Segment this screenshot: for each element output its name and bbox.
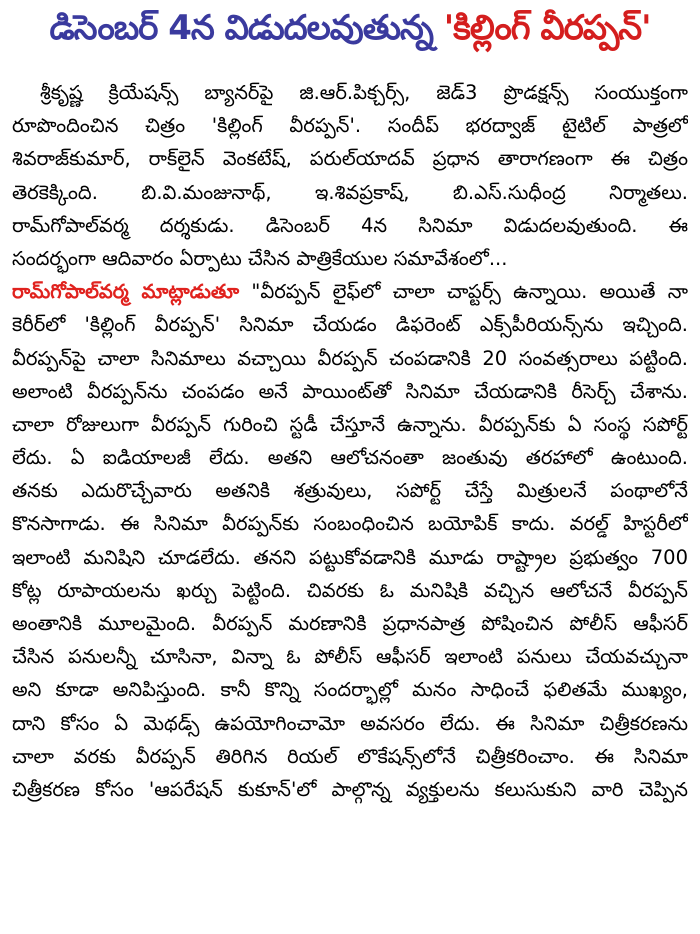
article-line: శ్రీకృష్ణ క్రియేషన్స్ బ్యానర్‌పై జి.ఆర్.పిక్చర్స్, జెడ్3 ప్రొడక్షన్స్ సంయుక్తంగా	[40, 81, 688, 104]
article-line: చాలా వరకు వీరప్పన్ తిరిగిన రియల్ లొకేషన్స్‌లోనే చిత్రీకరించాం. ఈ సినిమా	[12, 744, 688, 768]
article-line: కెరీర్‌లో 'కిల్లింగ్ వీరప్పన్' సినిమా చేయడం డిఫరెంట్ ఎక్స్‌పీరియన్స్‌ను ఇచ్చింది.	[12, 313, 688, 337]
article-line: లేదు. ఏ ఐడియాలజీ లేదు. అతని ఆలోచనంతా జంతువు తరహాలో ఉంటుంది.	[12, 446, 688, 470]
article-line: రామ్‌గోపాల్‌వర్మ దర్శకుడు. డిసెంబర్ 4న సినిమా విడుదలవుతుంది. ఈ	[12, 213, 688, 237]
article-line: అని కూడా అనిపిస్తుంది. కానీ కొన్ని సందర్భాల్లో మనం సాధించే ఫలితమే ముఖ్యం,	[12, 678, 688, 702]
headline-title: డిసెంబర్ 4న విడుదలవుతున్న	[49, 8, 444, 48]
article-line: చిత్రీకరణ కోసం 'ఆపరేషన్ కుకూన్'లో పాల్గొన్న వ్యక్తులను కలుసుకుని వారి చెప్పిన	[12, 777, 688, 801]
article-line: దాని కోసం ఏ మెథడ్స్ ఉపయోగించామో అవసరం లేదు. ఈ సినిమా చిత్రీకరణను	[12, 711, 688, 735]
article-line: అంతానికి మూలమైంది. వీరప్పన్ మరణానికి ప్రధానపాత్ర పోషించిన పోలీస్ ఆఫీసర్	[12, 612, 688, 635]
headline-movie-title: 'కిల్లింగ్ వీరప్పన్'	[443, 8, 651, 48]
article-line: శివరాజ్‌కుమార్, రాక్‌లైన్ వెంకటేష్, పరుల్‌యాదవ్ ప్రధాన తారాగణంగా ఈ చిత్రం	[12, 147, 688, 171]
article-body	[12, 76, 688, 806]
article-line: తెరకెక్కింది. బి.వి.మంజునాథ్, ఇ.శివప్రకాష్, బి.ఎస్.సుధీంద్ర నిర్మాతలు.	[12, 180, 688, 204]
article-line: తనకు ఎదురొచ్చేవారు అతనికి శత్రువులు, సపోర్ట్ చేస్తే మిత్రులనే పంథాలోనే	[12, 479, 688, 503]
headline	[0, 6, 700, 50]
article-line: కొనసాగాడు. ఈ సినిమా వీరప్పన్‌కు సంబంధించిన బయోపిక్ కాదు. వరల్డ్ హిస్టరీలో	[12, 512, 688, 536]
article-line: కోట్ల రూపాయలను ఖర్చు పెట్టింది. చివరకు ఓ మనిషికి వచ్చిన ఆలోచనే వీరప్పన్	[12, 578, 688, 602]
speaker-name: రామ్‌గోపాల్‌వర్మ మాట్లాడుతూ	[12, 280, 240, 304]
quote-first-line	[12, 275, 688, 308]
article-line: అలాంటి వీరప్పన్‌ను చంపడం అనే పాయింట్‌తో సినిమా చేయడానికి రీసెర్చ్ చేశాను.	[12, 379, 688, 403]
article-line: చేసిన పనులన్నీ చూసినా, విన్నా ఓ పోలీస్ ఆఫీసర్ ఇలాంటి పనులు చేయవచ్చునా	[12, 645, 688, 669]
article-line: చాలా రోజులుగా వీరప్పన్ గురించి స్టడీ చేస్తూనే ఉన్నాను. వీరప్పన్‌కు ఏ సంస్థ సపోర్ట్	[12, 412, 688, 436]
article-line: రూపొందించిన చిత్రం 'కిల్లింగ్ వీరప్పన్'. సందీప్ భరద్వాజ్ టైటిల్ పాత్రలో	[12, 114, 688, 138]
article-line: ఇలాంటి మనిషిని చూడలేదు. తనని పట్టుకోవడానికి మూడు రాష్ట్రాల ప్రభుత్వం 700	[12, 545, 688, 569]
quote-text: "వీరప్పన్ లైఫ్‌లో చాలా చాప్టర్స్ ఉన్నాయి. అయితే నా	[239, 280, 688, 304]
article-line: సందర్భంగా ఆదివారం ఏర్పాటు చేసిన పాత్రికేయుల సమావేశంలో...	[12, 246, 508, 270]
article-line: వీరప్పన్‌పై చాలా సినిమాలు వచ్చాయి వీరప్పన్ చంపడానికి 20 సంవత్సరాలు పట్టింది.	[12, 346, 688, 370]
